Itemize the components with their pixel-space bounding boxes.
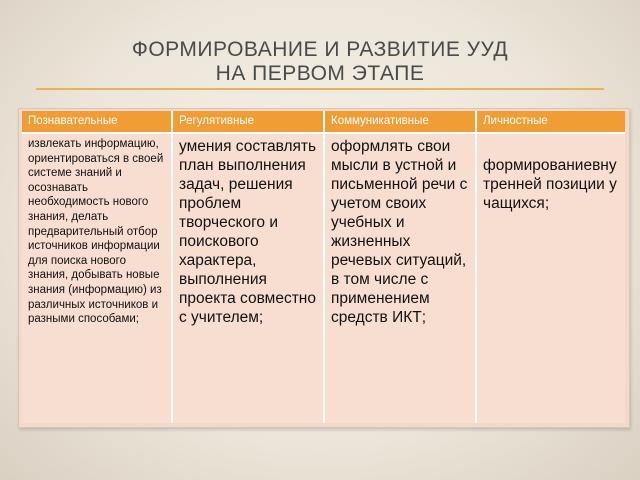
title-underline (36, 88, 604, 90)
cell-cognitive: извлекать информацию, ориентироваться в своей системе знаний и осознавать необходимость нового знания, делать предварительный отбор источников информации для поиска нового знания, добывать новые знания (информацию) из различных источников и разными способами; (22, 133, 172, 423)
table-header-row (22, 111, 625, 133)
cell-personal (476, 133, 625, 423)
header-personal: Личностные (476, 111, 625, 133)
slide-title-line-1: ФОРМИРОВАНИЕ И РАЗВИТИЕ УУД (131, 38, 509, 61)
slide-title (0, 38, 640, 86)
cell-regulatory: умения составлять план выполнения задач, решения проблем творческого и поискового характера, выполнения проекта совместно с учителем; (172, 133, 324, 423)
uud-table (22, 111, 625, 423)
cell-communicative: оформлять свои мысли в устной и письменной речи с учетом своих учебных и жизненных речевых ситуаций, в том числе с применением средств ИКТ; (324, 133, 476, 423)
table-row (22, 133, 625, 423)
header-communicative: Коммуникативные (324, 111, 476, 133)
slide-title-line-2: НА ПЕРВОМ ЭТАПЕ (215, 62, 425, 85)
header-regulatory: Регулятивные (172, 111, 324, 133)
cell-personal-text: формированиевнутренней позиции учащихся; (483, 157, 617, 212)
header-cognitive: Познавательные (22, 111, 172, 133)
